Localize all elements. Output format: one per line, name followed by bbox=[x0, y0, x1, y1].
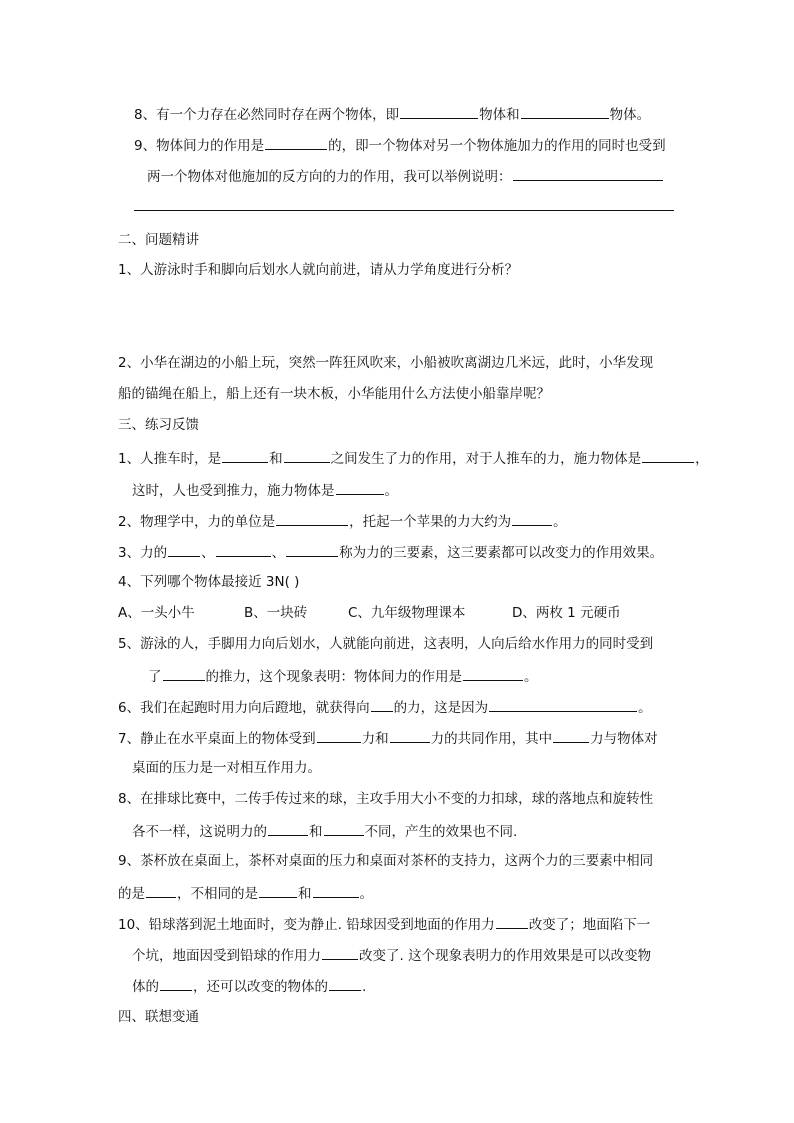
blank[interactable] bbox=[489, 697, 637, 712]
blank[interactable] bbox=[642, 448, 694, 463]
choice-c[interactable]: C、九年级物理课本 bbox=[348, 605, 466, 621]
exercise-5-cont: 了 的推力，这个现象表明：物体间力的作用是 。 bbox=[148, 666, 538, 686]
section-heading: 四、联想变通 bbox=[118, 1009, 199, 1025]
exercise-1: 1、人推车时，是 和 之间发生了力的作用，对于人推车的力，施力物体是 ， bbox=[118, 448, 709, 468]
blank[interactable] bbox=[521, 104, 609, 119]
blank[interactable] bbox=[553, 728, 589, 743]
blank[interactable] bbox=[324, 821, 364, 836]
blank[interactable] bbox=[222, 448, 268, 463]
exercise-2: 2、物理学中，力的单位是 ，托起一个苹果的力大约为 。 bbox=[118, 511, 567, 531]
exercise-9-cont: 的是 ，不相同的是 和 。 bbox=[118, 883, 373, 903]
blank[interactable] bbox=[329, 976, 361, 991]
choice-b[interactable]: B、一块砖 bbox=[244, 605, 308, 621]
blank[interactable] bbox=[390, 728, 430, 743]
blank[interactable] bbox=[276, 511, 348, 526]
question-9-top: 9、物体间力的作用是 的，即一个物体对另一个物体施加力的作用的同时也受到 bbox=[134, 135, 666, 155]
choice-d[interactable]: D、两枚 1 元硬币 bbox=[512, 605, 621, 621]
blank[interactable] bbox=[512, 511, 552, 526]
choice-a[interactable]: A、一头小牛 bbox=[118, 605, 195, 621]
problem-2-line1: 2、小华在湖边的小船上玩，突然一阵狂风吹来，小船被吹离湖边几米远，此时，小华发现 bbox=[118, 355, 654, 371]
question-8-top: 8、有一个力存在必然同时存在两个物体，即 物体和 物体。 bbox=[134, 104, 650, 124]
blank[interactable] bbox=[286, 542, 338, 557]
question-9-top-cont: 两一个物体对他施加的反方向的力的作用，我可以举例说明： bbox=[147, 166, 664, 186]
blank[interactable] bbox=[496, 914, 528, 929]
exercise-6: 6、我们在起跑时用力向后蹬地，就获得向 的力，这是因为 。 bbox=[118, 697, 652, 717]
blank[interactable] bbox=[513, 166, 663, 181]
exercise-1-cont: 这时，人也受到推力，施力物体是 。 bbox=[132, 480, 398, 500]
blank[interactable] bbox=[216, 542, 271, 557]
blank[interactable] bbox=[259, 883, 297, 898]
blank[interactable] bbox=[146, 883, 176, 898]
exercise-3: 3、力的 、 、 称为力的三要素，这三要素都可以改变力的作用效果。 bbox=[118, 542, 663, 562]
exercise-10-cont2: 体的 ，还可以改变的物体的 . bbox=[132, 976, 366, 996]
blank[interactable] bbox=[268, 821, 308, 836]
exercise-8: 8、在排球比赛中，二传手传过来的球，主攻手用大小不变的力扣球，球的落地点和旋转性 bbox=[118, 791, 654, 807]
blank[interactable] bbox=[160, 976, 192, 991]
blank[interactable] bbox=[336, 480, 384, 495]
exercise-10: 10、铅球落到泥土地面时，变为静止. 铅球因受到地面的作用力 改变了；地面陷下一 bbox=[118, 914, 650, 934]
exercise-8-cont: 各不一样，这说明力的 和 不同，产生的效果也不同. bbox=[132, 821, 517, 841]
exercise-9: 9、茶杯放在桌面上，茶杯对桌面的压力和桌面对茶杯的支持力，这两个力的三要素中相同 bbox=[118, 853, 654, 869]
exercise-4: 4、下列哪个物体最接近 3N( ) bbox=[118, 574, 300, 590]
section-heading: 三、练习反馈 bbox=[118, 417, 199, 433]
problem-2-line2: 船的锚绳在船上，船上还有一块木板，小华能用什么方法使小船靠岸呢？ bbox=[118, 386, 550, 402]
blank[interactable] bbox=[400, 104, 478, 119]
section-heading: 二、问题精讲 bbox=[118, 232, 199, 248]
problem-1: 1、人游泳时手和脚向后划水人就向前进，请从力学角度进行分析？ bbox=[118, 262, 519, 278]
blank[interactable] bbox=[313, 883, 359, 898]
blank[interactable] bbox=[463, 666, 523, 681]
exercise-10-cont: 个坑，地面因受到铅球的作用力 改变了. 这个现象表明力的作用效果是可以改变物 bbox=[132, 945, 651, 965]
blank[interactable] bbox=[371, 697, 393, 712]
blank[interactable] bbox=[163, 666, 205, 681]
blank[interactable] bbox=[284, 448, 330, 463]
blank[interactable] bbox=[317, 728, 361, 743]
blank[interactable] bbox=[265, 135, 327, 150]
exercise-7-cont: 桌面的压力是一对相互作用力。 bbox=[132, 760, 321, 776]
exercise-7: 7、静止在水平桌面上的物体受到 力和 力的共同作用，其中 力与物体对 bbox=[118, 728, 658, 748]
answer-line[interactable] bbox=[134, 210, 674, 211]
exercise-5: 5、游泳的人，手脚用力向后划水，人就能向前进，这表明，人向后给水作用力的同时受到 bbox=[118, 636, 654, 652]
blank[interactable] bbox=[322, 945, 358, 960]
blank[interactable] bbox=[168, 542, 200, 557]
